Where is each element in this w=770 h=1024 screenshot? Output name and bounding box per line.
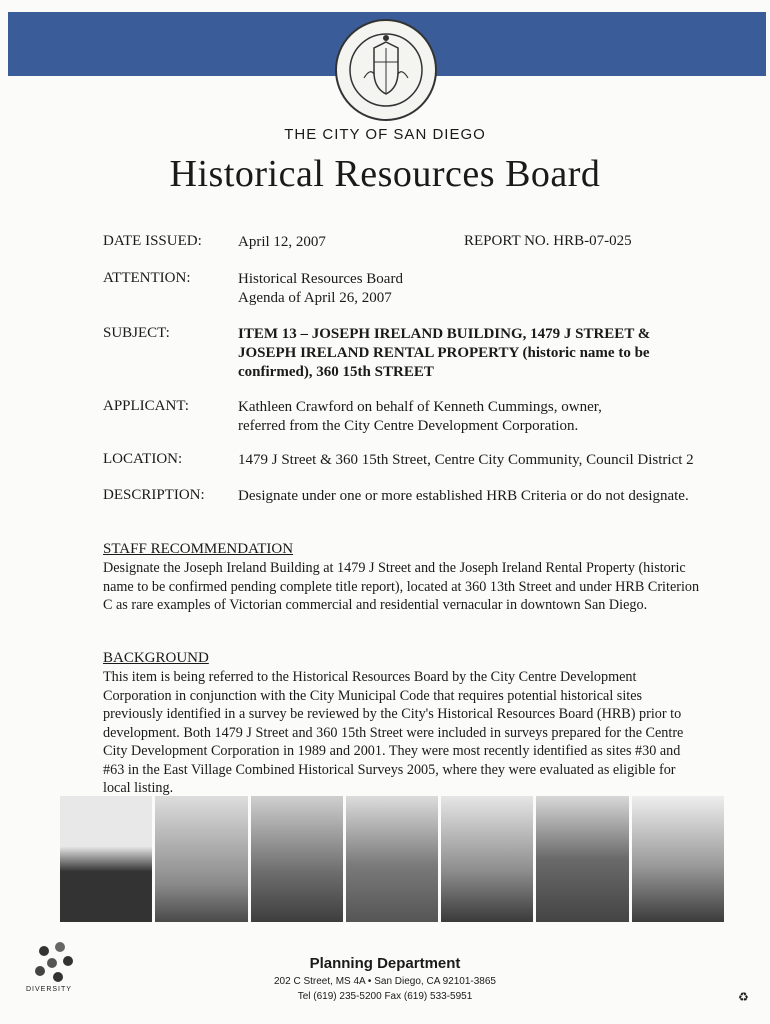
- photo-landscape: [60, 796, 152, 922]
- planning-department: Planning Department: [309, 955, 461, 972]
- description-value: Designate under one or more established HRB Criteria or do not designate.: [238, 488, 689, 504]
- photo-storefront: [346, 796, 438, 922]
- applicant-label: APPLICANT:: [103, 398, 189, 414]
- subject-line-1: ITEM 13 – JOSEPH IRELAND BUILDING, 1479 J STREET &: [238, 326, 651, 342]
- attention-line-1: Historical Resources Board: [238, 271, 403, 287]
- photo-tower: [441, 796, 533, 922]
- photo-mission: [155, 796, 247, 922]
- subject-line-2: JOSEPH IRELAND RENTAL PROPERTY (historic name to be: [238, 345, 650, 361]
- description-label: DESCRIPTION:: [103, 487, 205, 503]
- report-number: REPORT NO. HRB-07-025: [464, 233, 632, 249]
- photo-strip: [60, 796, 724, 922]
- photo-victorian-house: [251, 796, 343, 922]
- applicant-line-1: Kathleen Crawford on behalf of Kenneth Cummings, owner,: [238, 399, 602, 415]
- attention-line-2: Agenda of April 26, 2007: [238, 290, 392, 306]
- footer-phone: Tel (619) 235-5200 Fax (619) 533-5951: [297, 991, 473, 1002]
- location-label: LOCATION:: [103, 451, 183, 467]
- applicant-line-2: referred from the City Centre Development Corporation.: [238, 418, 579, 434]
- photo-ornate-building: [536, 796, 628, 922]
- city-title: THE CITY OF SAN DIEGO: [284, 126, 486, 143]
- background-text: This item is being referred to the Historical Resources Board by the City Centre Development Corporation in conjunction with the City Municipal Code that requires potential historical sites previously identified in a survey be reviewed by the City's Historical Resources Board (HRB) prior to development. Both 1479 J Street and 360 15th Street were included in surveys prepared for the Centre City Development Corporation in 1989 and 2001. They were most recently identified as sites #30 and #63 in the East Village Combined Historical Surveys 2005, where they were evaluated as eligible for local listing.: [103, 669, 684, 796]
- location-value: 1479 J Street & 360 15th Street, Centre City Community, Council District 2: [238, 452, 694, 468]
- staff-text: Designate the Joseph Ireland Building at 1479 J Street and the Joseph Ireland Rental Property (historic name to be confirmed pending complete title report), located at 360 13th Street and under HRB Criterion C as rare examples of Victorian commercial and residential vernacular in downtown San Diego.: [103, 560, 700, 613]
- city-seal-icon: [334, 18, 438, 122]
- footer-address: 202 C Street, MS 4A • San Diego, CA 92101-3865: [274, 976, 496, 987]
- staff-heading: STAFF RECOMMENDATION: [103, 541, 294, 557]
- subject-line-3: confirmed), 360 15th STREET: [238, 364, 434, 380]
- photo-stairway: [632, 796, 724, 922]
- board-title: Historical Resources Board: [169, 153, 601, 195]
- date-label: DATE ISSUED:: [103, 233, 202, 249]
- subject-label: SUBJECT:: [103, 325, 170, 341]
- diversity-label: DIVERSITY: [26, 986, 72, 993]
- date-value: April 12, 2007: [238, 234, 326, 250]
- recycle-icon: ♻: [738, 990, 749, 1004]
- attention-label: ATTENTION:: [103, 270, 191, 286]
- background-heading: BACKGROUND: [103, 650, 209, 666]
